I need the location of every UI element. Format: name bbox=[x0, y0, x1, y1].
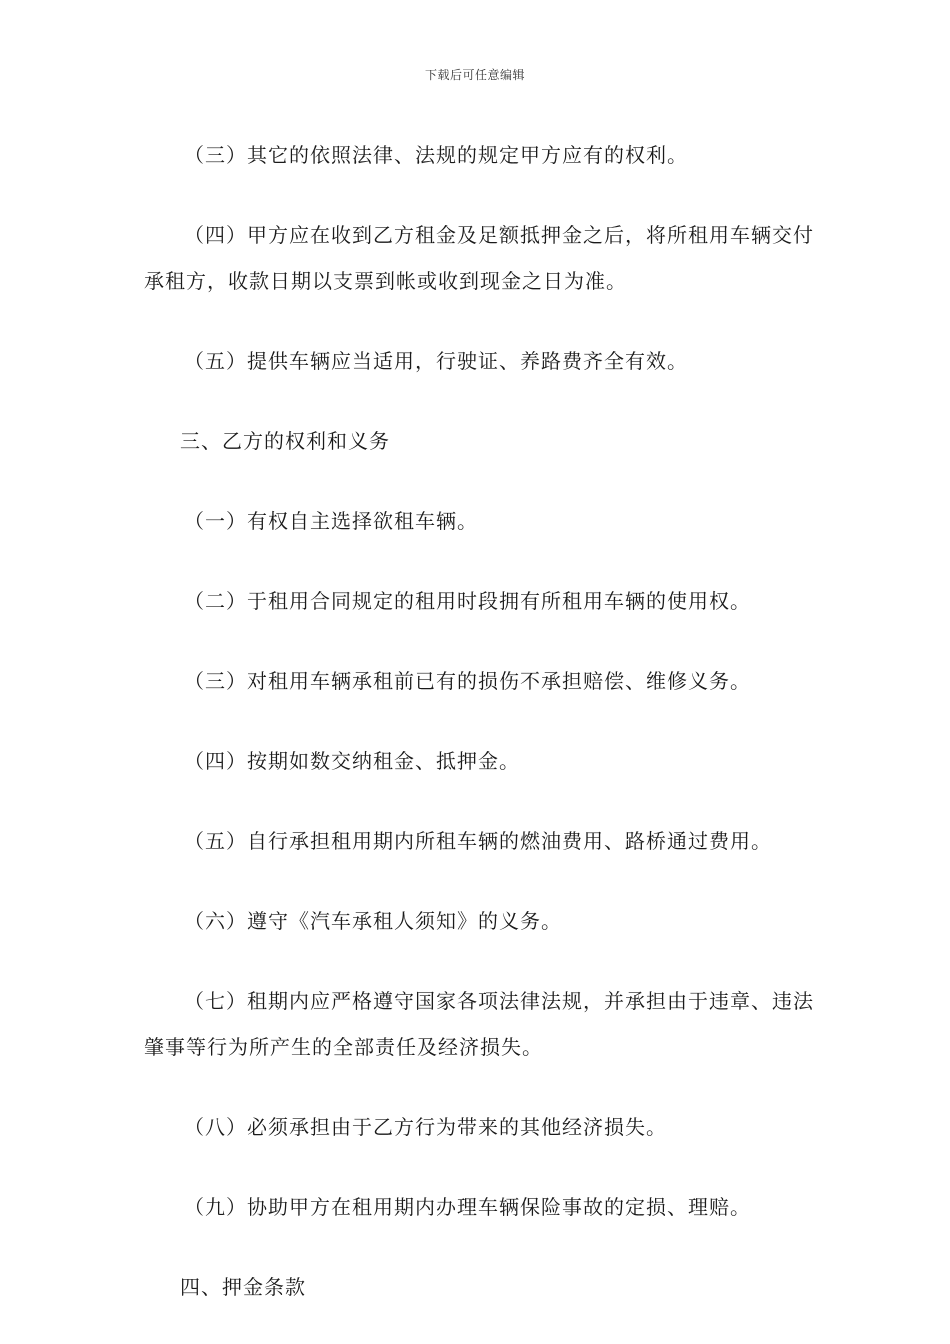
paragraph-item-6: （六）遵守《汽车承租人须知》的义务。 bbox=[184, 909, 562, 933]
paragraph-item-4: （四）甲方应在收到乙方租金及足额抵押金之后，将所租用车辆交付承租方，收款日期以支票到帐或收到现金之日为准。 bbox=[144, 223, 814, 293]
paragraph-item-5b: （五）自行承担租用期内所租车辆的燃油费用、路桥通过费用。 bbox=[184, 829, 772, 853]
paragraph-item-9: （九）协助甲方在租用期内办理车辆保险事故的定损、理赔。 bbox=[184, 1195, 751, 1219]
paragraph-item-4b: （四）按期如数交纳租金、抵押金。 bbox=[184, 749, 520, 773]
section-heading-4: 四、押金条款 bbox=[180, 1275, 306, 1299]
paragraph-item-1: （一）有权自主选择欲租车辆。 bbox=[184, 509, 478, 533]
page-header: 下载后可任意编辑 bbox=[424, 68, 525, 82]
paragraph-item-3b: （三）对租用车辆承租前已有的损伤不承担赔偿、维修义务。 bbox=[184, 669, 751, 693]
paragraph-item-8: （八）必须承担由于乙方行为带来的其他经济损失。 bbox=[184, 1115, 667, 1139]
document-body bbox=[144, 132, 824, 1344]
paragraph-item-3: （三）其它的依照法律、法规的规定甲方应有的权利。 bbox=[184, 143, 688, 167]
paragraph-item-7: （七）租期内应严格遵守国家各项法律法规，并承担由于违章、违法肇事等行为所产生的全部责任及经济损失。 bbox=[144, 989, 814, 1059]
section-heading-3: 三、乙方的权利和义务 bbox=[180, 429, 390, 453]
paragraph-item-2: （二）于租用合同规定的租用时段拥有所租用车辆的使用权。 bbox=[184, 589, 751, 613]
paragraph-item-5: （五）提供车辆应当适用，行驶证、养路费齐全有效。 bbox=[184, 349, 688, 373]
